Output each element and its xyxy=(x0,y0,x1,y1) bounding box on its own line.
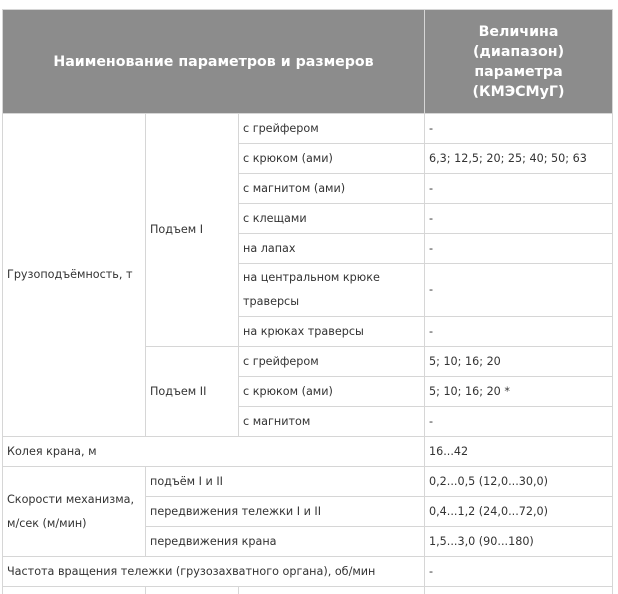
row-value: - xyxy=(425,407,613,437)
row-label: с грейфером xyxy=(239,347,425,377)
row-label: передвижения крана xyxy=(146,527,425,557)
row-value: 5; 10; 16; 20 xyxy=(425,347,613,377)
header-param-name: Наименование параметров и размеров xyxy=(3,10,425,114)
row-value: - xyxy=(425,557,613,587)
row-label: с магнитом xyxy=(239,407,425,437)
row-value: 16...42 xyxy=(425,437,613,467)
group-speeds: Скорости механизма, м/сек (м/мин) xyxy=(3,467,146,557)
row-value: - xyxy=(425,234,613,264)
row-value: - xyxy=(425,174,613,204)
row-value: 6,3; 12,5; 20; 25; 40; 50; 63 xyxy=(425,144,613,174)
row-value: 1,5...3,0 (90...180) xyxy=(425,527,613,557)
row-label: на центральном крюке траверсы xyxy=(239,264,425,317)
row-value: - xyxy=(425,114,613,144)
row-label: передвижения тележки I и II xyxy=(146,497,425,527)
row-label: с грейфером xyxy=(239,114,425,144)
group-lift-2: Подъем II xyxy=(146,347,239,437)
parameters-table xyxy=(2,9,613,594)
table-row xyxy=(3,557,613,587)
table-header-row xyxy=(3,10,613,114)
group-load-capacity: Грузоподъёмность, т xyxy=(3,114,146,437)
row-label: на лапах xyxy=(239,234,425,264)
table-row xyxy=(3,437,613,467)
row-value: - xyxy=(425,204,613,234)
row-value: 5; 10; 16; 20 * xyxy=(425,377,613,407)
group-track: Колея крана, м xyxy=(3,437,425,467)
row-label: на крюках траверсы xyxy=(239,317,425,347)
row-label: с клещами xyxy=(239,204,425,234)
row-value: - xyxy=(425,317,613,347)
header-param-value: Величина (диапазон) параметра (КМЭСМуГ) xyxy=(425,10,613,114)
row-value: - xyxy=(425,264,613,317)
table-row xyxy=(3,467,613,497)
row-value: 0,4...1,2 (24,0...72,0) xyxy=(425,497,613,527)
table-row xyxy=(3,114,613,144)
group-rotation: Частота вращения тележки (грузозахватного органа), об/мин xyxy=(3,557,425,587)
row-label: с магнитом (ами) xyxy=(239,174,425,204)
row-label: с крюком (ами) xyxy=(239,377,425,407)
row-value: 0,2...0,5 (12,0...30,0) xyxy=(425,467,613,497)
row-label: с крюком (ами) xyxy=(239,144,425,174)
group-lift-1: Подъем I xyxy=(146,114,239,347)
row-label: подъём I и II xyxy=(146,467,425,497)
